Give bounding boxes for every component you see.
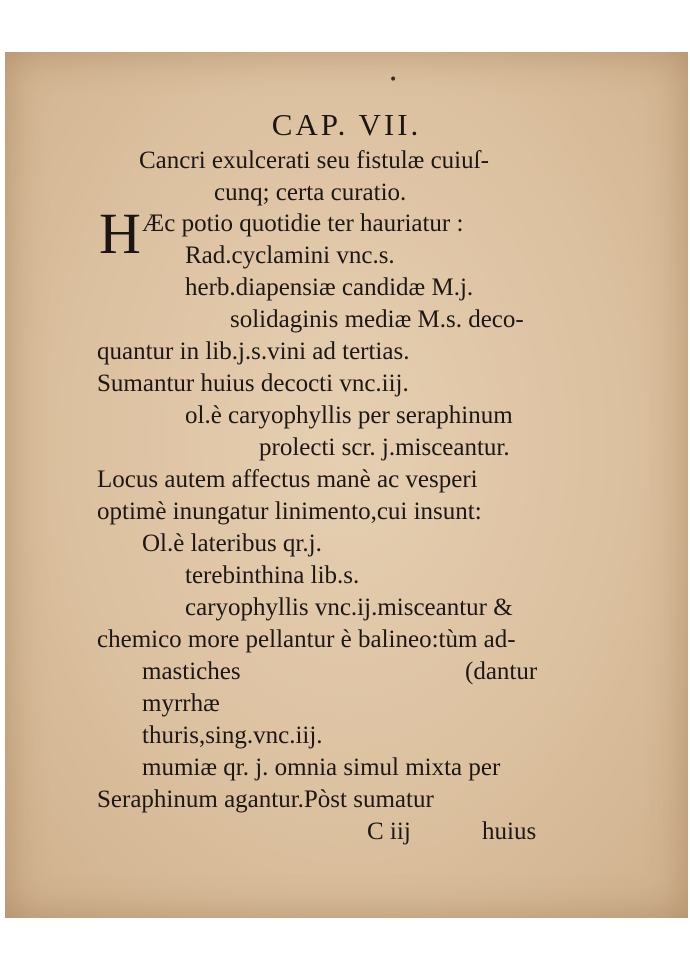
subtitle-line-1: Cancri exulcerati seu fistulæ cuiuſ- [139, 147, 489, 174]
text-line: prolecti scr. j.misceantur. [259, 434, 510, 461]
subtitle-line-2: cunq; certa curatio. [214, 179, 407, 206]
text-line: chemico more pellantur è balineo:tùm ad- [97, 626, 516, 653]
catchword: huius [482, 818, 537, 845]
text-line: Ol.è lateribus qr.j. [142, 530, 322, 557]
signature-mark: C iij [367, 818, 411, 845]
book-page [5, 52, 688, 918]
text-line: Æc potio quotidie ter hauriatur : [142, 210, 464, 237]
chapter-heading: CAP. VII. [271, 107, 422, 142]
drop-initial: H [99, 201, 141, 266]
text-line: caryophyllis vnc.ij.misceantur & [185, 594, 513, 621]
text-line: mumiæ qr. j. omnia simul mixta per [142, 754, 501, 781]
text-line: myrrhæ [142, 690, 220, 717]
text-line: solidaginis mediæ M.s. deco- [230, 306, 524, 333]
text-line: thuris,sing.vnc.iij. [142, 722, 323, 749]
text-line: Sumantur huius decocti vnc.iij. [97, 370, 409, 397]
text-line: Seraphinum agantur.Pòst sumatur [97, 786, 434, 813]
text-line: Locus autem affectus manè ac vesperi [97, 466, 478, 493]
text-line: Rad.cyclamini vnc.s. [185, 242, 395, 269]
text-line: ol.è caryophyllis per seraphinum [185, 402, 513, 429]
text-line: herb.diapensiæ candidæ M.j. [185, 274, 474, 301]
text-line: optimè inungatur linimento,cui insunt: [97, 498, 482, 525]
ink-mark: • [389, 72, 398, 88]
text-line: mastiches [142, 658, 241, 685]
text-line: (dantur [465, 658, 538, 685]
text-line: terebinthina lib.s. [185, 562, 360, 589]
text-line: quantur in lib.j.s.vini ad tertias. [97, 338, 410, 365]
